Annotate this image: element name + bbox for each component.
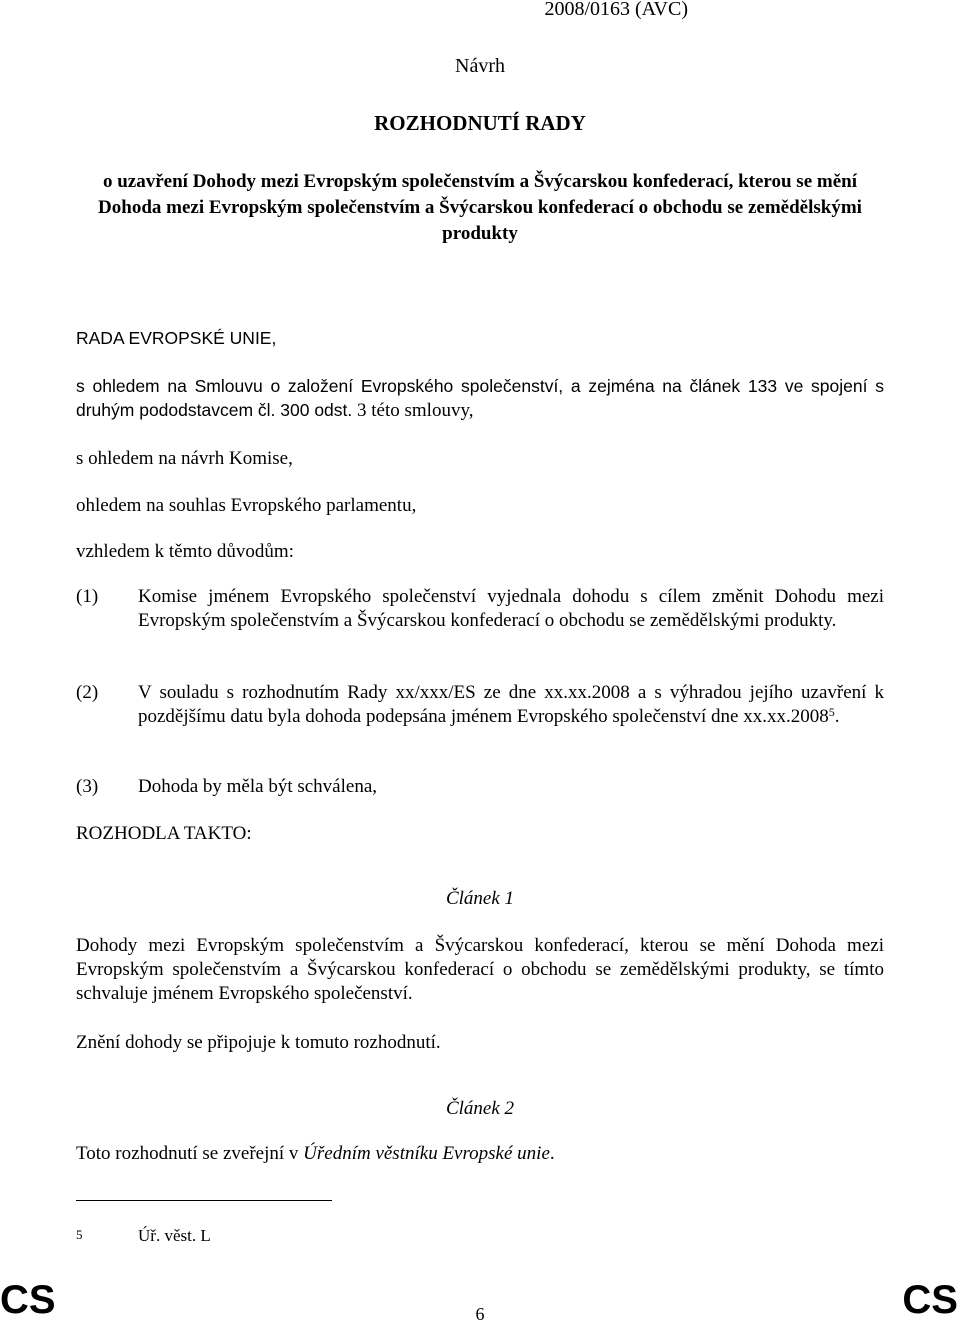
decision-formula: ROZHODLA TAKTO: [76,823,252,844]
recital-text [138,681,884,729]
article-1-paragraph: Znění dohody se připojuje k tomuto rozhodnutí. [76,1032,441,1053]
citation-treaty-tail: 3 této smlouvy, [352,400,474,421]
whereas-intro: vzhledem k těmto důvodům: [76,541,294,562]
citation-consent: ohledem na souhlas Evropského parlamentu, [76,495,417,516]
article-heading: Článek 2 [445,1098,515,1119]
recital-2-body: V souladu s rozhodnutím Rady xx/xxx/ES ze dne xx.xx.2008 a s výhradou jejího uzavření k pozdějšímu datu byla dohoda podepsána jménem Evropského společenství dne xx.xx.2008 [138,682,884,727]
page-number: 6 [475,1304,485,1324]
recital-2-tail: . [834,706,840,727]
document-subject: o uzavření Dohody mezi Evropským společenstvím a Švýcarskou konfederací, kterou se mění Dohoda mezi Evropským společenstvím a Švýcarskou konfederací o obchodu se zemědělskými produkty [98,171,862,244]
proposal-label: Návrh [455,55,505,77]
article-2-text-before: Toto rozhodnutí se zveřejní v [76,1143,304,1164]
recital-text: Dohoda by měla být schválena, [138,776,378,797]
recital-number: (1) [76,586,99,607]
article-heading: Článek 1 [445,888,515,909]
footnote-text: Úř. věst. L [138,1226,211,1245]
document-reference: 2008/0163 (AVC) [544,0,688,20]
institution-line: RADA EVROPSKÉ UNIE, [76,328,277,348]
citation-proposal: s ohledem na návrh Komise, [76,448,293,469]
citation-treaty-text: s ohledem na Smlouvu o založení Evropského společenství, a zejména na článek 133 ve spojení s druhým pododstavcem čl. 300 odst. [76,376,884,420]
official-journal-title: Úředním věstníku Evropské unie [303,1143,550,1164]
footnote-separator [76,1200,332,1201]
recital-number: (2) [76,682,99,703]
article-2-text-after: . [549,1143,555,1164]
recital-text: Komise jménem Evropského společenství vyjednala dohodu s cílem změnit Dohodu mezi Evropským společenstvím a Švýcarskou konfederací o obchodu se zemědělskými produkty. [138,586,884,631]
article-1-paragraph: Dohody mezi Evropským společenstvím a Švýcarskou konfederací, kterou se mění Dohoda mezi Evropským společenstvím a Švýcarskou konfederací o obchodu se zemědělskými produkty, se tímto schvaluje jménem Evropského společenství. [76,935,884,1004]
citation-treaty [76,374,884,423]
recital-number: (3) [76,776,99,797]
language-code-right: CS [902,1278,958,1322]
footnote-number: 5 [76,1227,83,1242]
footnote-reference[interactable]: 5 [828,705,835,719]
document-title: ROZHODNUTÍ RADY [374,111,586,135]
article-2-text [76,1142,884,1166]
language-code-left: CS [0,1278,56,1322]
